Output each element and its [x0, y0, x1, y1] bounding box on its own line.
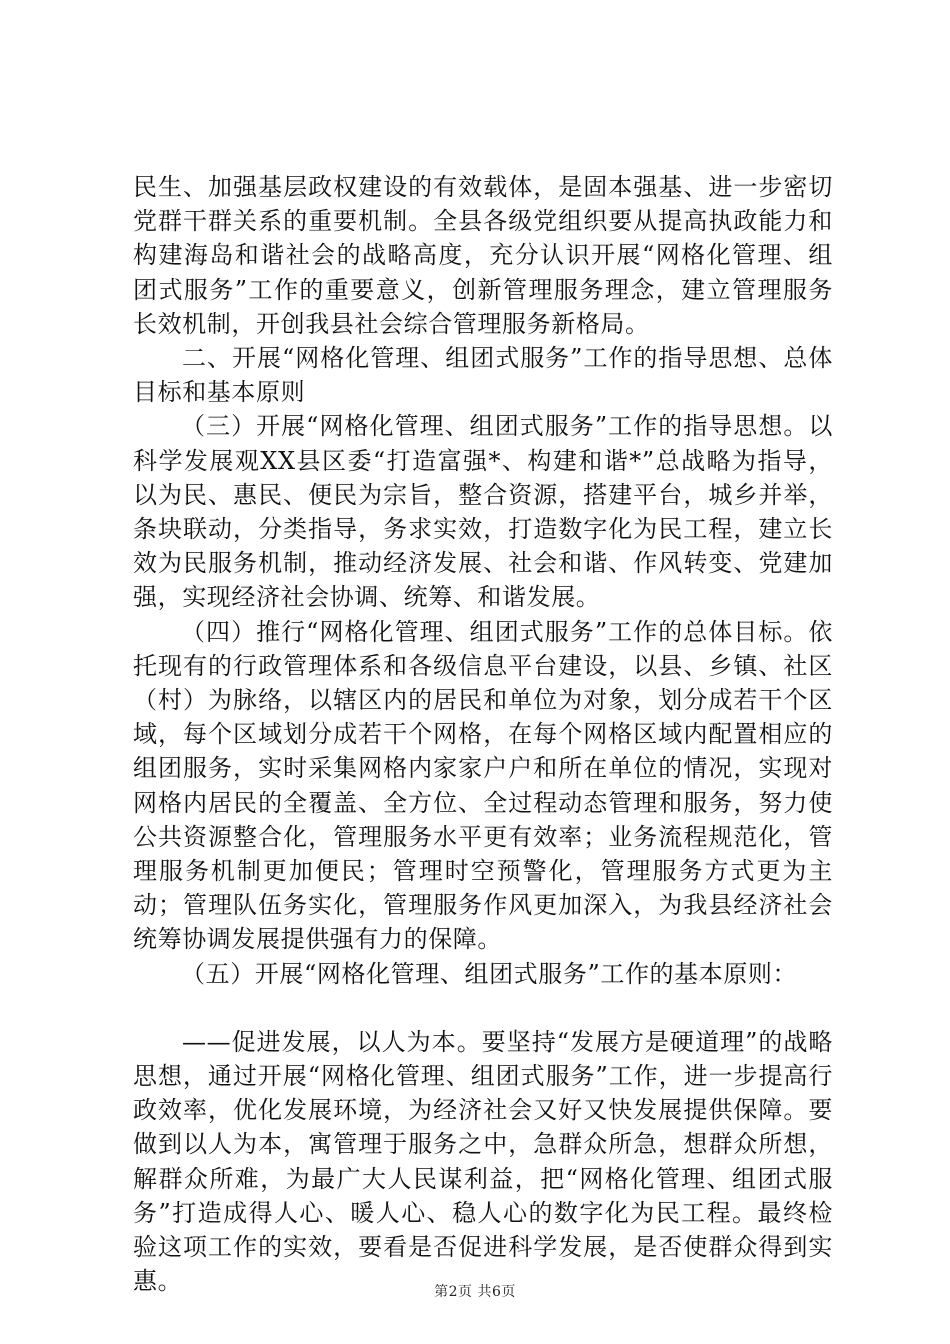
paragraph-principle-development: ——促进发展，以人为本。要坚持“发展方是硬道理”的战略思想，通过开展“网格化管理、组团式服务”工作，进一步提高行政效率，优化发展环境，为经济社会又好又快发展提供保障。要做到以人为本，寓管理于服务之中，急群众所急，想群众所想，解群众所难，为最广大人民谋利益，把“网格化管理、组团式服务”打造成得人心、暖人心、稳人心的数字化为民工程。最终检验这项工作的实效，要看是否促进科学发展，是否使群众得到实惠。	[133, 1027, 833, 1296]
document-body	[133, 170, 833, 1299]
paragraph-gap	[133, 991, 833, 1025]
paragraph-overall-goal: （四）推行“网格化管理、组团式服务”工作的总体目标。依托现有的行政管理体系和各级信息平台建设，以县、乡镇、社区（村）为脉络，以辖区内的居民和单位为对象，划分成若干个区域，每个区域划分成若干个网格，在每个网格区域内配置相应的组团服务，实时采集网格内家家户户和所在单位的情况，实现对网格内居民的全覆盖、全方位、全过程动态管理和服务，努力使公共资源整合化，管理服务水平更有效率；业务流程规范化，管理服务机制更加便民；管理时空预警化，管理服务方式更为主动；管理队伍务实化，管理服务作风更加深入，为我县经济社会统筹协调发展提供强有力的保障。	[133, 617, 833, 954]
section-heading-2: 二、开展“网格化管理、组团式服务”工作的指导思想、总体目标和基本原则	[133, 344, 833, 407]
paragraph-continuation: 民生、加强基层政权建设的有效载体，是固本强基、进一步密切党群干群关系的重要机制。全县各级党组织要从提高执政能力和构建海岛和谐社会的战略高度，充分认识开展“网格化管理、组团式服务”工作的重要意义，创新管理服务理念，建立管理服务长效机制，开创我县社会综合管理服务新格局。	[133, 173, 833, 338]
paragraph-guiding-ideology: （三）开展“网格化管理、组团式服务”工作的指导思想。以科学发展观XX县区委“打造富强*、构建和谐*”总战略为指导，以为民、惠民、便民为宗旨，整合资源，搭建平台，城乡并举，条块联动，分类指导，务求实效，打造数字化为民工程，建立长效为民服务机制，推动经济发展、社会和谐、作风转变、党建加强，实现经济社会协调、统筹、和谐发展。	[133, 412, 833, 612]
page-footer: 第2页 共6页	[434, 1284, 516, 1300]
paragraph-basic-principles-heading: （五）开展“网格化管理、组团式服务”工作的基本原则：	[181, 959, 798, 988]
